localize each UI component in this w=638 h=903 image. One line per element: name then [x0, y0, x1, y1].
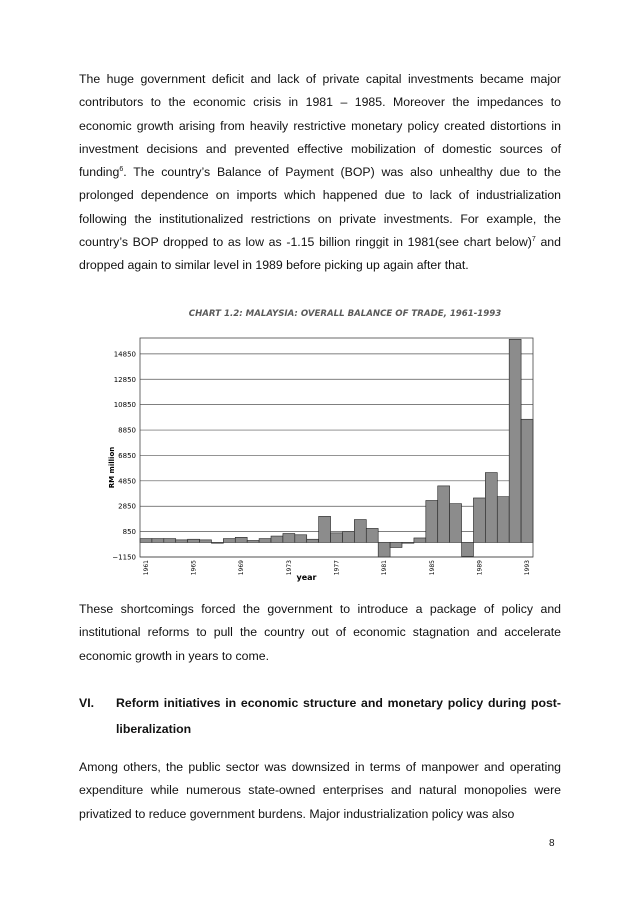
bar-1986 [438, 486, 450, 543]
bar-1982 [390, 542, 402, 547]
x-tick-label: 1985 [428, 560, 436, 576]
y-tick-label: −1150 [112, 553, 136, 562]
bar-1992 [509, 339, 521, 542]
bar-1962 [152, 539, 164, 543]
section-title: Reform initiatives in economic structure and monetary policy during post-liberalization [116, 696, 561, 736]
bar-1977 [331, 533, 343, 543]
bar-1964 [176, 540, 188, 543]
y-tick-label: 2850 [118, 502, 136, 511]
bar-1974 [295, 535, 307, 543]
chart-title: CHART 1.2: MALAYSIA: OVERALL BALANCE OF TRADE, 1961-1993 [188, 309, 502, 319]
y-tick-label: 14850 [113, 350, 136, 359]
bar-1980 [366, 528, 378, 542]
y-tick-label: 8850 [118, 426, 136, 435]
x-tick-label: 1981 [381, 560, 389, 576]
bar-1963 [164, 539, 176, 543]
paragraph-1-text-a: The huge government deficit and lack of private capital investments became major contributors to the economic crisis in 1981 – 1985. Moreover the impedances to economic growth arising from heavily restrictive monetary policy created distortions in investment decisions and prevented effective mobilization of domestic sources of funding [79, 72, 561, 180]
balance-of-trade-chart [100, 296, 560, 584]
bar-1973 [283, 534, 295, 543]
x-tick-label: 1993 [524, 560, 532, 576]
bar-1961 [140, 539, 152, 543]
bar-1981 [378, 542, 390, 557]
x-axis-label: year [296, 573, 317, 582]
x-tick-label: 1965 [190, 560, 198, 576]
bar-1967 [211, 542, 223, 543]
x-tick-labels [143, 560, 531, 575]
bar-1979 [354, 520, 366, 543]
bar-1976 [319, 516, 331, 542]
bar-1970 [247, 541, 259, 543]
y-tick-label: 6850 [118, 451, 136, 460]
x-tick-label: 1961 [142, 560, 150, 576]
body-paragraph-3: Among others, the public sector was downsized in terms of manpower and operating expenditure while numerous state-owned enterprises and natural monopolies were privatized to reduce government burdens. Major industrialization policy was also [79, 760, 561, 821]
bar-1969 [235, 537, 247, 542]
bar-1988 [462, 542, 474, 556]
bar-1978 [342, 532, 354, 543]
bar-1987 [450, 504, 462, 543]
page-number: 8 [549, 838, 555, 849]
bar-1989 [473, 498, 485, 542]
bar-1975 [307, 539, 319, 542]
bar-1968 [223, 539, 235, 543]
bar-1972 [271, 536, 283, 542]
bar-1983 [402, 542, 414, 543]
bar-1991 [497, 497, 509, 543]
x-tick-label: 1989 [476, 560, 484, 576]
y-axis-label: RM million [108, 446, 116, 489]
footnote-marker-7: 7 [531, 236, 536, 244]
paragraph-1-text-b: . The country’s Balance of Payment (BOP) was also unhealthy due to the prolonged dependence on imports which happened due to lack of industrialization following the institutionalized restrictions on private investments. For example, the country’s BOP dropped to as low as -1.15 billion ringgit in 1981(see chart below) [79, 165, 561, 250]
bar-1965 [188, 539, 200, 542]
y-tick-label: 850 [122, 528, 136, 537]
y-tick-label: 12850 [113, 375, 136, 384]
y-tick-label: 4850 [118, 477, 136, 486]
x-tick-label: 1969 [238, 560, 246, 576]
y-tick-label: 10850 [113, 401, 136, 410]
bar-1985 [426, 501, 438, 543]
bar-1971 [259, 539, 271, 543]
section-number: VI. [79, 696, 95, 710]
footnote-marker-6: 6 [119, 166, 124, 174]
body-paragraph-1 [79, 68, 561, 278]
bar-1993 [521, 419, 533, 542]
chart-bars [140, 339, 533, 557]
bar-1990 [485, 473, 497, 543]
x-tick-label: 1973 [285, 560, 293, 576]
bar-1984 [414, 538, 426, 542]
body-paragraph-2: These shortcomings forced the government to introduce a package of policy and institutional reforms to pull the country out of economic stagnation and accelerate economic growth in years to come. [79, 602, 561, 663]
bar-1966 [200, 540, 212, 543]
x-tick-label: 1977 [333, 560, 341, 576]
paragraph-1-text-c: and dropped again to similar level in 1989 before picking up again after that. [79, 235, 561, 273]
